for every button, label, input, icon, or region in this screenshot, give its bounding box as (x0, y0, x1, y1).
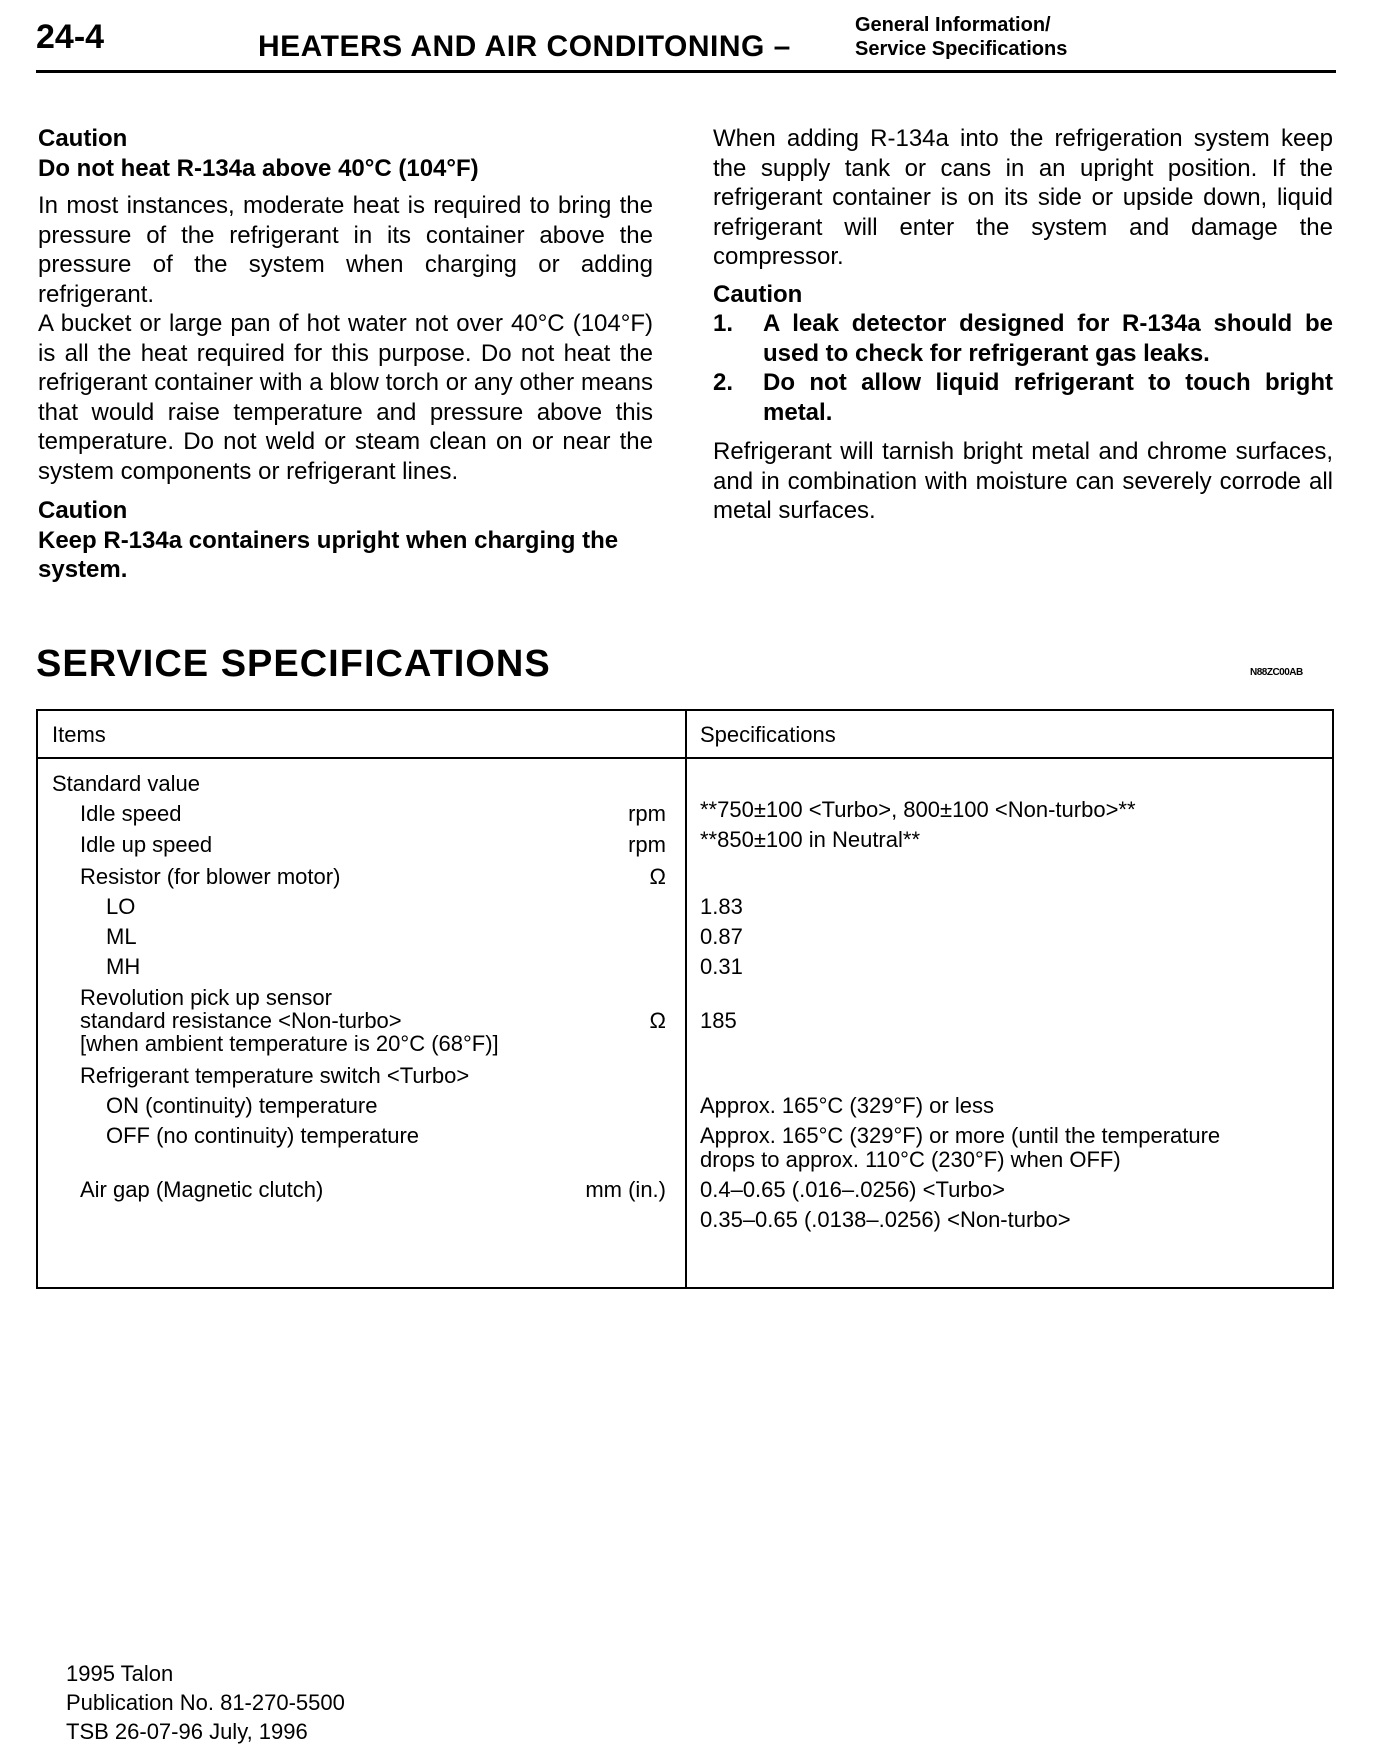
table-row-unit: mm (in.) (585, 1177, 666, 1202)
list-number: 1. (713, 310, 734, 337)
table-row-spec: drops to approx. 110°C (230°F) when OFF) (700, 1147, 1121, 1172)
table-row-label: OFF (no continuity) temperature (106, 1123, 420, 1148)
section-title-line1: General Information/ (855, 14, 1051, 36)
table-row-label: ML (106, 924, 137, 949)
page-number: 24-4 (36, 18, 105, 56)
list-number: 2. (713, 369, 734, 396)
caution-list-item (713, 309, 1333, 368)
table-row-unit: rpm (628, 801, 666, 826)
column-header-items: Items (52, 722, 106, 747)
header-rule (36, 70, 1336, 73)
table-row-spec: 0.87 (700, 924, 743, 949)
left-column (38, 124, 653, 585)
section-title (855, 13, 1067, 61)
table-row-spec: 0.35–0.65 (.0138–.0256) <Non-turbo> (700, 1207, 1071, 1232)
table-row-spec: Approx. 165°C (329°F) or more (until the temperature (700, 1123, 1221, 1148)
table-row-label: Idle up speed (80, 832, 213, 857)
table-row-spec: 1.83 (700, 894, 743, 919)
caution-list-item (713, 368, 1333, 427)
section-title-line2: Service Specifications (855, 38, 1068, 60)
paragraph: A bucket or large pan of hot water not over 40°C (104°F) is all the heat required for this purpose. Do not heat the refrigerant container with a blow torch or any other means that would raise temperature and pressure above this temperature. Do not weld or steam clean on or near the system components or refrigerant lines. (38, 310, 653, 485)
table-row-label: Refrigerant temperature switch <Turbo> (80, 1063, 470, 1088)
table-row-label: Air gap (Magnetic clutch) (80, 1177, 324, 1202)
table-row-spec: 0.31 (700, 954, 743, 979)
caution-text: Do not heat R-134a above 40°C (104°F) (38, 154, 479, 182)
table-row-label: Idle speed (80, 801, 182, 826)
table-row-spec: Approx. 165°C (329°F) or less (700, 1093, 994, 1118)
table-row-spec: 185 (700, 1008, 737, 1033)
caution-label: Caution (38, 125, 128, 152)
paragraph: In most instances, moderate heat is required to bring the pressure of the refrigerant in its container above the pressure of the system when charging or adding refrigerant. (38, 192, 653, 308)
spec-table (36, 709, 1334, 1289)
table-row-spec: **750±100 <Turbo>, 800±100 <Non-turbo>** (700, 797, 1136, 822)
table-row-spec: 0.4–0.65 (.016–.0256) <Turbo> (700, 1177, 1005, 1202)
list-text: A leak detector designed for R-134a should be used to check for refrigerant gas leaks. (763, 310, 1333, 367)
table-row-label: [when ambient temperature is 20°C (68°F)] (80, 1031, 499, 1056)
footer (66, 1659, 345, 1746)
table-row-label: Resistor (for blower motor) (80, 864, 341, 889)
table-row-spec: **850±100 in Neutral** (700, 827, 920, 852)
footer-line: Publication No. 81-270-5500 (66, 1690, 345, 1715)
column-divider (685, 711, 687, 1287)
table-row-label: LO (106, 894, 136, 919)
footer-line: TSB 26-07-96 July, 1996 (66, 1719, 308, 1744)
section-heading: SERVICE SPECIFICATIONS (36, 643, 551, 685)
right-column (713, 124, 1333, 526)
caution-list (713, 309, 1333, 427)
table-row-unit: rpm (628, 832, 666, 857)
table-row-label: MH (106, 954, 141, 979)
table-row-unit: Ω (649, 1008, 666, 1033)
table-row-label: ON (continuity) temperature (106, 1093, 378, 1118)
chapter-title: HEATERS AND AIR CONDITONING – (258, 30, 791, 63)
table-row-label: Revolution pick up sensor (80, 985, 332, 1010)
paragraph: When adding R-134a into the refrigeration system keep the supply tank or cans in an upright position. If the refrigerant container is on its side or upside down, liquid refrigerant will enter the system and damage the compressor. (713, 125, 1333, 270)
table-row-unit: Ω (649, 864, 666, 889)
table-row-label: standard resistance <Non-turbo> (80, 1008, 402, 1033)
footer-line: 1995 Talon (66, 1661, 174, 1686)
header-rule (38, 757, 1332, 759)
column-header-specifications: Specifications (700, 722, 836, 747)
list-text: Do not allow liquid refrigerant to touch bright metal. (763, 369, 1333, 426)
paragraph: Refrigerant will tarnish bright metal and chrome surfaces, and in combination with moisture can severely corrode all metal surfaces. (713, 438, 1333, 524)
caution-label: Caution (38, 497, 128, 524)
table-row-label: Standard value (52, 771, 200, 796)
caution-label: Caution (713, 280, 803, 308)
reference-code: N88ZC00AB (1250, 667, 1303, 678)
caution-text: Keep R-134a containers upright when charging the system. (38, 526, 619, 583)
